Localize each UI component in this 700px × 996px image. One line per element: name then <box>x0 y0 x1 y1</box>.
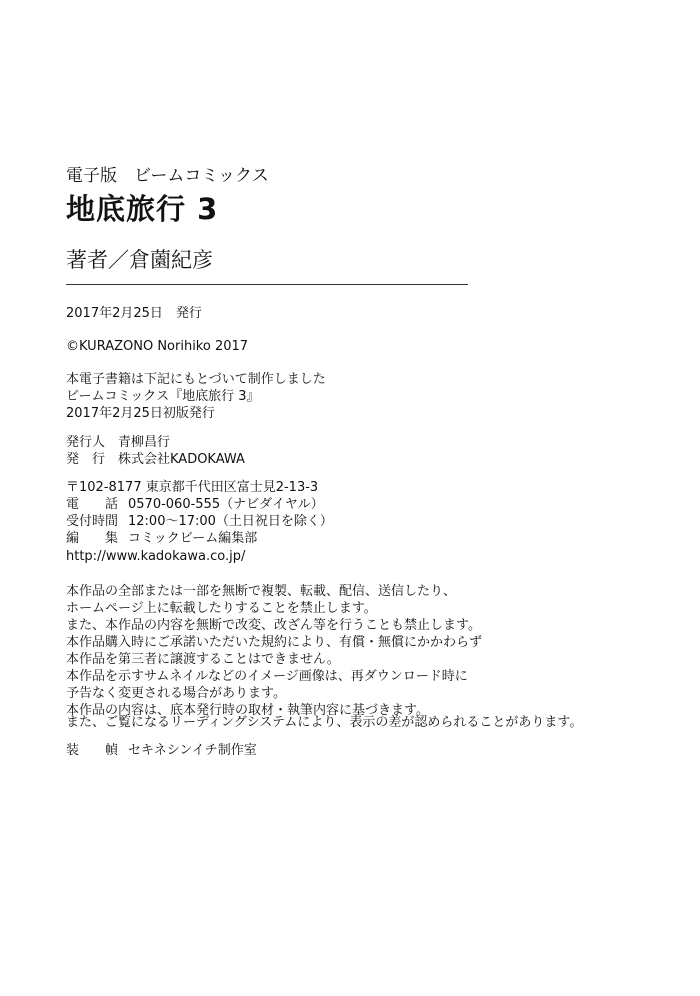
author-line: 著者／倉薗紀彦 <box>66 248 213 272</box>
source-note <box>66 371 326 422</box>
hours-value: 12:00～17:00（土日祝日を除く） <box>128 514 333 529</box>
publisher-row <box>66 451 245 468</box>
phone-value: 0570-060-555（ナビダイヤル） <box>128 497 324 512</box>
source-note-line: ビームコミックス『地底旅行 3』 <box>66 389 260 404</box>
publisher-label: 発 行 <box>66 452 106 467</box>
notice-line: 本作品を第三者に譲渡することはできません。 <box>66 652 340 667</box>
publisher-person-label: 発行人 <box>66 435 106 450</box>
notice-line: 予告なく変更される場合があります。 <box>66 686 286 701</box>
copyright-line: ©KURAZONO Norihiko 2017 <box>66 339 249 354</box>
publisher-person-value: 青柳昌行 <box>118 435 171 450</box>
address-block <box>66 479 333 547</box>
divider-rule <box>66 284 468 285</box>
design-label: 装 幀 <box>66 743 119 758</box>
phone-label: 電 話 <box>66 497 119 512</box>
notice-line: また、本作品の内容を無断で改変、改ざん等を行うことも禁止します。 <box>66 618 481 633</box>
notice-line: 本作品購入時にご承諾いただいた規約により、有償・無償にかかわらず <box>66 635 483 650</box>
postal-address: 〒102-8177 東京都千代田区富士見2-13-3 <box>66 480 319 495</box>
editor-label: 編 集 <box>66 531 119 546</box>
design-value: セキネシンイチ制作室 <box>128 743 257 758</box>
hours-row <box>66 513 333 530</box>
series-label: 電子版 ビームコミックス <box>66 166 269 186</box>
notice-line: 本作品の全部または一部を無断で複製、転載、配信、送信したり、 <box>66 584 457 599</box>
editor-row <box>66 530 333 547</box>
publication-date: 2017年2月25日 発行 <box>66 306 202 321</box>
publisher-url: http://www.kadokawa.co.jp/ <box>66 549 246 564</box>
publisher-value: 株式会社KADOKAWA <box>118 452 245 467</box>
source-note-line: 本電子書籍は下記にもとづいて制作しました <box>66 372 326 387</box>
source-note-line: 2017年2月25日初版発行 <box>66 406 215 421</box>
notice-line: 本作品を示すサムネイルなどのイメージ画像は、再ダウンロード時に <box>66 669 468 684</box>
publisher-person-row <box>66 434 245 451</box>
display-note: また、ご覧になるリーディングシステムにより、表示の差が認められることがあります。 <box>66 715 583 730</box>
phone-row <box>66 496 333 513</box>
publisher-block <box>66 434 245 468</box>
notices-block <box>66 583 482 719</box>
design-credit-row <box>66 742 257 759</box>
notice-line: 本作品の内容は、底本発行時の取材・執筆内容に基づきます。 <box>66 703 429 718</box>
notice-line: ホームページ上に転載したりすることを禁止します。 <box>66 601 377 616</box>
editor-value: コミックビーム編集部 <box>128 531 258 546</box>
hours-label: 受付時間 <box>66 514 119 529</box>
book-title: 地底旅行 3 <box>66 192 219 226</box>
